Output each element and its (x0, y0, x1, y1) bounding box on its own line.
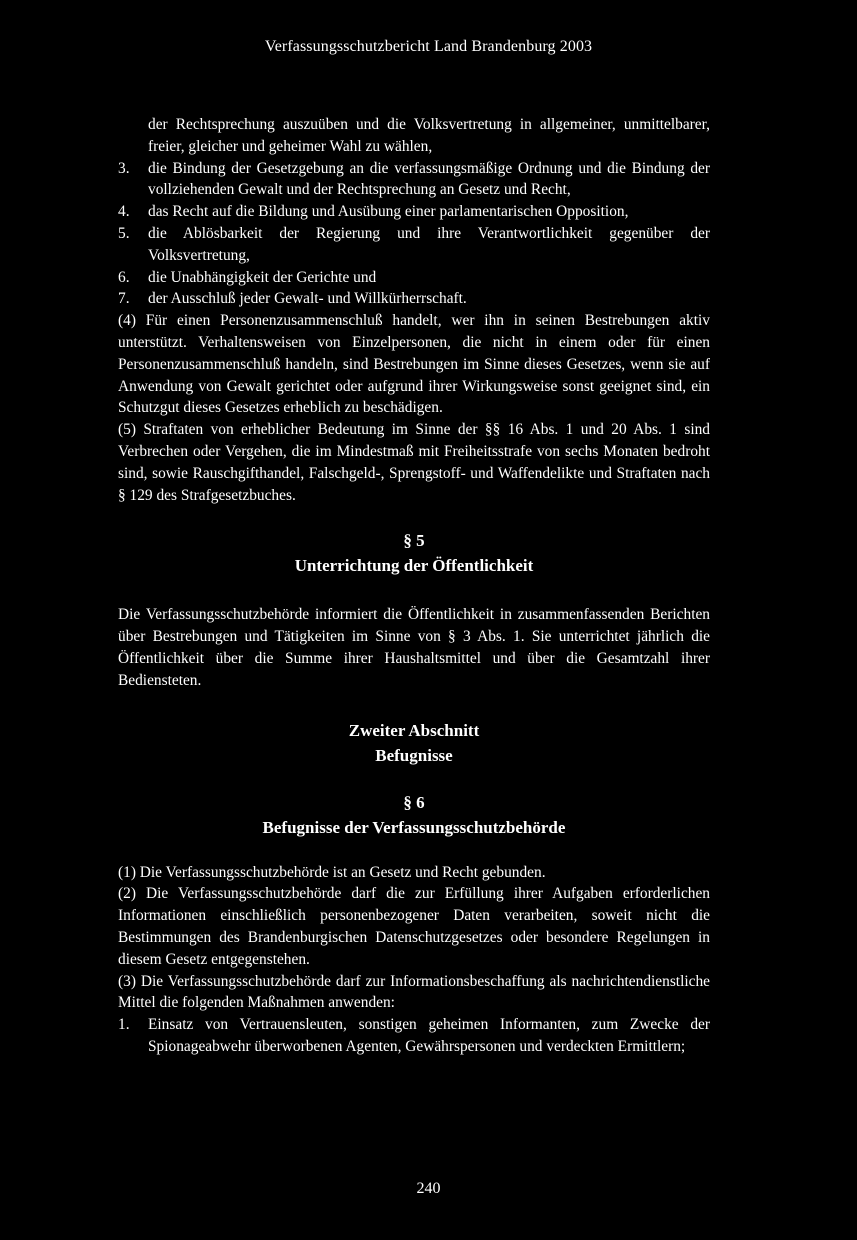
paragraph-4: (4) Für einen Personenzusammenschluß handelt, wer ihn in seinen Bestrebungen aktiv unterstützt. Verhaltensweisen von Einzelpersonen, die nicht in einem oder für einen Personenzusammenschluß handeln, sind Bestrebungen im Sinne dieses Gesetzes, wenn sie auf Anwendung von Gewalt gerichtet oder aufgrund ihrer Wirkungsweise sonst geeignet sind, ein Schutzgut dieses Gesetzes erheblich zu beschädigen. (118, 312, 710, 417)
list-item (118, 223, 710, 267)
section-6-paragraph-1: (1) Die Verfassungsschutzbehörde ist an Gesetz und Recht gebunden. (118, 863, 546, 881)
chapter-subtitle: Befugnisse (375, 745, 453, 765)
section-5-text: Die Verfassungsschutzbehörde informiert die Öffentlichkeit in zusammenfassenden Berichten über Bestrebungen und Tätigkeiten im Sinne von § 3 Abs. 1. Sie unterrichtet jährlich die Öffentlichkeit über die Summe ihrer Haushaltsmittel und über die Gesamtzahl ihrer Bediensteten. (118, 606, 710, 689)
measures-list (118, 1014, 710, 1058)
list-item-number: 4. (118, 203, 130, 221)
list-item-text: die Bindung der Gesetzgebung an die verfassungsmäßige Ordnung und die Bindung der vollziehenden Gewalt und der Rechtsprechung an Gesetz und Recht, (148, 159, 710, 199)
chapter-title: Zweiter Abschnitt (348, 720, 480, 740)
section-5-number: § 5 (403, 531, 425, 551)
list-item-text: der Ausschluß jeder Gewalt- und Willkürherrschaft. (148, 290, 467, 308)
list-item-text: Einsatz von Vertrauensleuten, sonstigen geheimen Informanten, zum Zwecke der Spionageabwehr überworbenen Agenten, Gewährspersonen und verdeckten Ermittlern; (148, 1016, 710, 1055)
list-item-number: 1. (118, 1016, 130, 1034)
paragraph-5: (5) Straftaten von erheblicher Bedeutung im Sinne der §§ 16 Abs. 1 und 20 Abs. 1 sind Verbrechen oder Vergehen, die im Mindestmaß mit Freiheitsstrafe von sechs Monaten bedroht sind, sowie Rauschgifthandel, Falschgeld-, Sprengstoff- und Waffendelikte und Straftaten nach § 129 des Strafgesetzbuches. (118, 421, 710, 504)
continuation-paragraph: der Rechtsprechung auszuüben und die Volksvertretung in allgemeiner, unmittelbarer, freier, gleicher und geheimer Wahl zu wählen, (148, 116, 710, 155)
list-item-text: das Recht auf die Bildung und Ausübung einer parlamentarischen Opposition, (148, 203, 629, 221)
page-body (118, 114, 710, 1058)
list-item (118, 288, 710, 310)
list-item-text: die Unabhängigkeit der Gerichte und (148, 268, 377, 286)
list-item-number: 7. (118, 290, 130, 308)
list-item (118, 158, 710, 202)
section-5-title: Unterrichtung der Öffentlichkeit (294, 556, 534, 576)
list-item-number: 6. (118, 268, 130, 286)
running-header: Verfassungsschutzbericht Land Brandenburg 2003 (264, 38, 593, 55)
principles-list (118, 158, 710, 311)
section-6-paragraph-3: (3) Die Verfassungsschutzbehörde darf zur Informationsbeschaffung als nachrichtendienstliche Mittel die folgenden Maßnahmen anwenden: (118, 972, 710, 1012)
list-item-text: die Ablösbarkeit der Regierung und ihre Verantwortlichkeit gegenüber der Volksvertretung, (148, 224, 710, 264)
list-item-number: 5. (118, 224, 130, 242)
list-item (118, 267, 710, 289)
section-6-title: Befugnisse der Verfassungsschutzbehörde (262, 817, 566, 837)
list-item (118, 201, 710, 223)
list-item-number: 3. (118, 159, 130, 177)
page-number: 240 (416, 1180, 441, 1197)
section-6-number: § 6 (403, 792, 425, 812)
list-item (118, 1014, 710, 1058)
section-6-paragraph-2: (2) Die Verfassungsschutzbehörde darf die zur Erfüllung ihrer Aufgaben erforderlichen Informationen einschließlich personenbezogener Daten verarbeiten, soweit nicht die Bestimmungen des Brandenburgischen Datenschutzgesetzes oder besondere Regelungen in diesem Gesetz entgegenstehen. (118, 885, 710, 968)
